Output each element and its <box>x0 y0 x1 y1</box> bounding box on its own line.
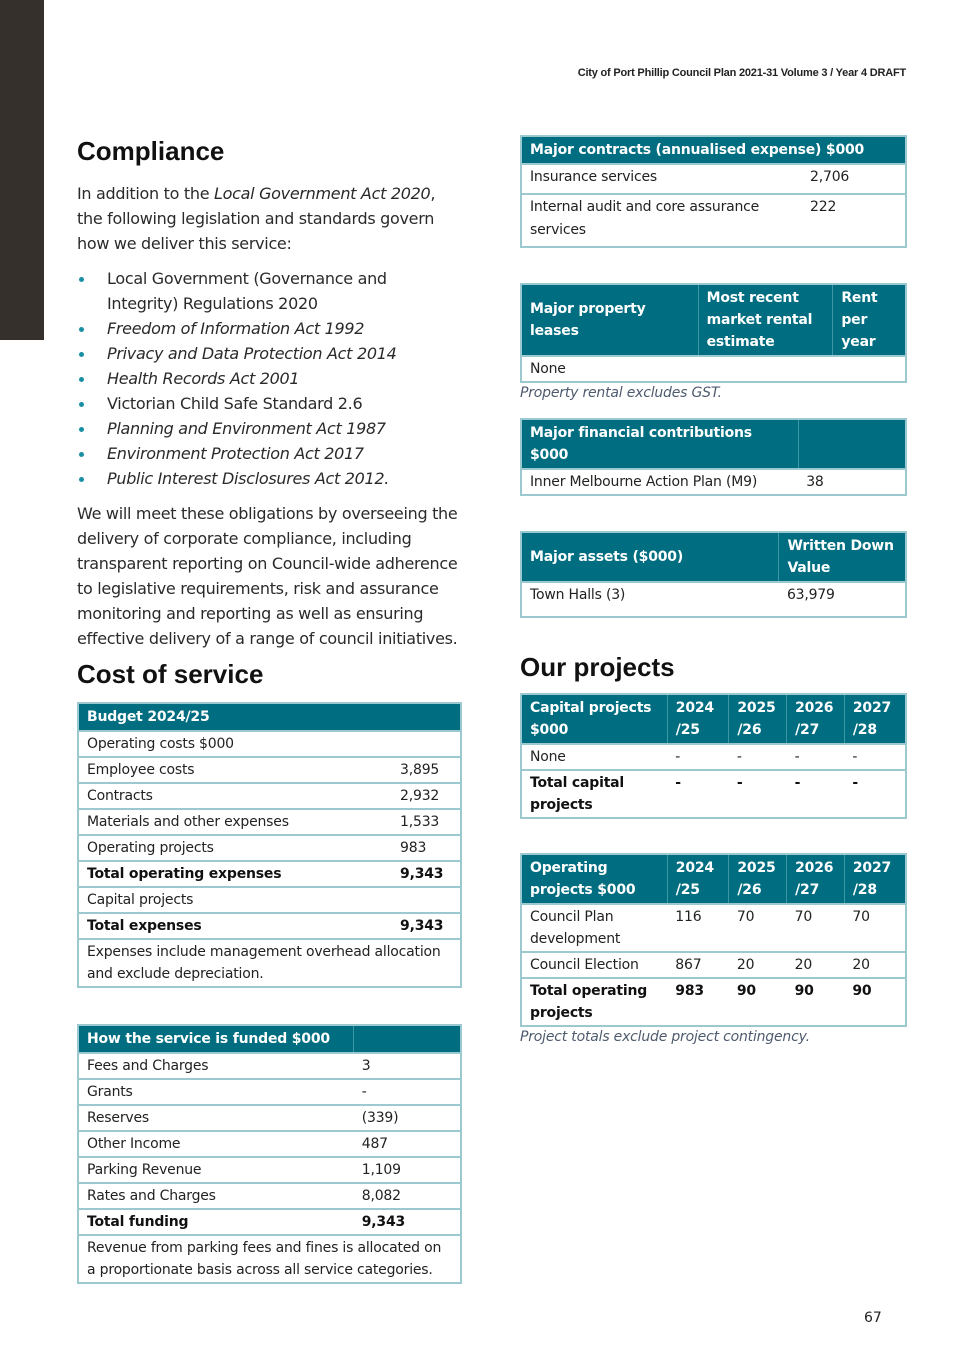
table-row <box>78 913 461 939</box>
table-row <box>78 835 461 861</box>
row-rent <box>833 356 906 382</box>
compliance-intro <box>77 181 462 256</box>
row-value: 2,932 <box>392 783 461 809</box>
row-label: Other Income <box>78 1131 354 1157</box>
total-label: Total operating expenses <box>78 861 392 887</box>
project-value: - <box>787 744 845 770</box>
side-accent-bar <box>0 0 44 340</box>
assets-column-header: Written Down Value <box>779 532 906 582</box>
table-row <box>78 887 461 913</box>
year-column-header: 2027 /28 <box>844 694 906 744</box>
left-column <box>77 134 462 1284</box>
row-value: 487 <box>354 1131 461 1157</box>
project-value: - <box>667 744 729 770</box>
table-row <box>78 939 461 987</box>
total-label: Total capital projects <box>521 770 667 818</box>
projects-note: Project totals exclude project contingency. <box>520 1029 810 1045</box>
legislation-item <box>77 441 462 466</box>
total-value: 9,343 <box>392 913 461 939</box>
row-label: Internal audit and core assurance services <box>521 194 802 247</box>
row-value: 3 <box>354 1053 461 1079</box>
bullet-icon <box>79 277 84 282</box>
legislation-item-text: Health Records Act 2001 <box>107 369 300 388</box>
table-row <box>521 952 906 978</box>
year-column-header: 2024 /25 <box>667 854 729 904</box>
total-value: 90 <box>729 978 787 1026</box>
row-label: Contracts <box>78 783 392 809</box>
row-label: Fees and Charges <box>78 1053 354 1079</box>
row-value <box>392 887 461 913</box>
project-table-header: Capital projects $000 <box>521 694 667 744</box>
table-row <box>521 978 906 1026</box>
table-row <box>521 164 906 194</box>
bullet-icon <box>79 427 84 432</box>
bullet-icon <box>79 377 84 382</box>
legislation-item-text: Privacy and Data Protection Act 2014 <box>107 344 397 363</box>
row-label: Capital projects <box>78 887 392 913</box>
lease-column-header: Rent per year <box>833 284 906 356</box>
table-row <box>78 1053 461 1079</box>
total-value: 90 <box>787 978 845 1026</box>
total-label: Total funding <box>78 1209 354 1235</box>
table-row <box>521 744 906 770</box>
lease-column-header: Most recent market rental estimate <box>698 284 833 356</box>
year-column-header: 2026 /27 <box>787 854 845 904</box>
table-row <box>78 1183 461 1209</box>
year-column-header: 2027 /28 <box>844 854 906 904</box>
table-row <box>78 1105 461 1131</box>
row-label: Operating projects <box>78 835 392 861</box>
project-value: 116 <box>667 904 729 952</box>
row-label: Insurance services <box>521 164 802 194</box>
row-value: 1,109 <box>354 1157 461 1183</box>
row-value: - <box>354 1079 461 1105</box>
table-row <box>521 356 906 382</box>
row-label: Materials and other expenses <box>78 809 392 835</box>
row-value: 38 <box>798 469 906 495</box>
year-column-header: 2024 /25 <box>667 694 729 744</box>
legislation-item <box>77 266 462 316</box>
project-label: Council Plan development <box>521 904 667 952</box>
table-row <box>78 1235 461 1283</box>
legislation-item <box>77 341 462 366</box>
legislation-item <box>77 466 462 491</box>
table-row <box>521 770 906 818</box>
compliance-heading: Compliance <box>77 136 225 166</box>
right-column <box>520 134 907 1045</box>
capital-projects-table <box>520 693 907 819</box>
bullet-icon <box>79 352 84 357</box>
intro-after: , the following legislation and standards govern how we deliver this service: <box>77 184 436 253</box>
project-value: 20 <box>787 952 845 978</box>
table-row <box>521 469 906 495</box>
row-value: (339) <box>354 1105 461 1131</box>
project-label: None <box>521 744 667 770</box>
funding-header: How the service is funded $000 <box>78 1025 354 1053</box>
bullet-icon <box>79 477 84 482</box>
table-row <box>521 194 906 247</box>
legislation-item <box>77 316 462 341</box>
project-value: 70 <box>729 904 787 952</box>
legislation-item-text: Freedom of Information Act 1992 <box>107 319 365 338</box>
total-value: 90 <box>844 978 906 1026</box>
project-value: - <box>844 744 906 770</box>
table-row <box>78 809 461 835</box>
year-column-header: 2025 /26 <box>729 854 787 904</box>
budget-note: Expenses include management overhead allocation and exclude depreciation. <box>78 939 461 987</box>
bullet-icon <box>79 452 84 457</box>
lease-column-header: Major property leases <box>521 284 698 356</box>
year-column-header: 2025 /26 <box>729 694 787 744</box>
row-label: Rates and Charges <box>78 1183 354 1209</box>
table-row <box>78 861 461 887</box>
funding-table <box>77 1024 462 1284</box>
funding-note: Revenue from parking fees and fines is allocated on a proportionate basis across all service categories. <box>78 1235 461 1283</box>
total-value: 983 <box>667 978 729 1026</box>
project-value: 70 <box>844 904 906 952</box>
legislation-item <box>77 416 462 441</box>
budget-subheader: Operating costs $000 <box>78 731 461 757</box>
project-table-header: Operating projects $000 <box>521 854 667 904</box>
legislation-item-text: Public Interest Disclosures Act 2012. <box>107 469 390 488</box>
row-value: 63,979 <box>779 582 906 617</box>
project-value: 20 <box>844 952 906 978</box>
row-value: 983 <box>392 835 461 861</box>
row-value: 3,895 <box>392 757 461 783</box>
row-value: 1,533 <box>392 809 461 835</box>
project-value: 70 <box>787 904 845 952</box>
row-label: None <box>521 356 698 382</box>
table-row <box>78 731 461 757</box>
year-column-header: 2026 /27 <box>787 694 845 744</box>
table-row <box>521 904 906 952</box>
running-header: City of Port Phillip Council Plan 2021-31 Volume 3 / Year 4 DRAFT <box>577 67 906 79</box>
total-value: 9,343 <box>354 1209 461 1235</box>
bullet-icon <box>79 402 84 407</box>
row-label: Inner Melbourne Action Plan (M9) <box>521 469 798 495</box>
table-row <box>521 582 906 617</box>
table-row <box>78 783 461 809</box>
major-assets-table <box>520 531 907 618</box>
row-estimate <box>698 356 833 382</box>
table-row <box>78 757 461 783</box>
total-label: Total operating projects <box>521 978 667 1026</box>
our-projects-heading: Our projects <box>520 652 675 682</box>
row-label: Grants <box>78 1079 354 1105</box>
table-row <box>78 1209 461 1235</box>
intro-before: In addition to the <box>77 184 215 203</box>
project-value: - <box>729 744 787 770</box>
financial-contributions-header: Major financial contributions $000 <box>521 419 798 469</box>
total-value: - <box>787 770 845 818</box>
bullet-icon <box>79 327 84 332</box>
legislation-item <box>77 366 462 391</box>
major-contracts-header: Major contracts (annualised expense) $000 <box>521 136 906 164</box>
row-label: Employee costs <box>78 757 392 783</box>
property-leases-table <box>520 283 907 383</box>
project-value: 867 <box>667 952 729 978</box>
legislation-item-text: Planning and Environment Act 1987 <box>107 419 386 438</box>
table-row <box>78 1131 461 1157</box>
row-value: 222 <box>802 194 906 247</box>
total-value: - <box>844 770 906 818</box>
row-value: 2,706 <box>802 164 906 194</box>
legislation-list <box>77 266 462 491</box>
compliance-closing: We will meet these obligations by overseeing the delivery of corporate compliance, including transparent reporting on Council-wide adherence to legislative requirements, risk and assurance monitoring and reporting as well as ensuring effective delivery of a range of council initiatives. <box>77 504 458 648</box>
table-row <box>78 1157 461 1183</box>
row-label: Town Halls (3) <box>521 582 779 617</box>
page-number: 67 <box>864 1310 882 1326</box>
property-leases-note: Property rental excludes GST. <box>520 385 722 401</box>
major-contracts-table <box>520 135 907 248</box>
legislation-item-text: Local Government (Governance and Integrity) Regulations 2020 <box>107 269 387 313</box>
table-row <box>78 1079 461 1105</box>
total-value: 9,343 <box>392 861 461 887</box>
financial-contributions-table <box>520 418 907 496</box>
row-label: Reserves <box>78 1105 354 1131</box>
intro-act: Local Government Act 2020 <box>214 184 431 203</box>
legislation-item-text: Environment Protection Act 2017 <box>107 444 364 463</box>
row-label: Parking Revenue <box>78 1157 354 1183</box>
total-value: - <box>667 770 729 818</box>
project-label: Council Election <box>521 952 667 978</box>
row-value: 8,082 <box>354 1183 461 1209</box>
legislation-item <box>77 391 462 416</box>
cost-of-service-heading: Cost of service <box>77 659 264 689</box>
legislation-item-text: Victorian Child Safe Standard 2.6 <box>107 394 363 413</box>
assets-column-header: Major assets ($000) <box>521 532 779 582</box>
total-value: - <box>729 770 787 818</box>
financial-contributions-header-blank <box>798 419 906 469</box>
project-value: 20 <box>729 952 787 978</box>
operating-projects-table <box>520 853 907 1027</box>
funding-header-blank <box>354 1025 461 1053</box>
budget-table <box>77 702 462 988</box>
total-label: Total expenses <box>78 913 392 939</box>
budget-header: Budget 2024/25 <box>78 703 461 731</box>
